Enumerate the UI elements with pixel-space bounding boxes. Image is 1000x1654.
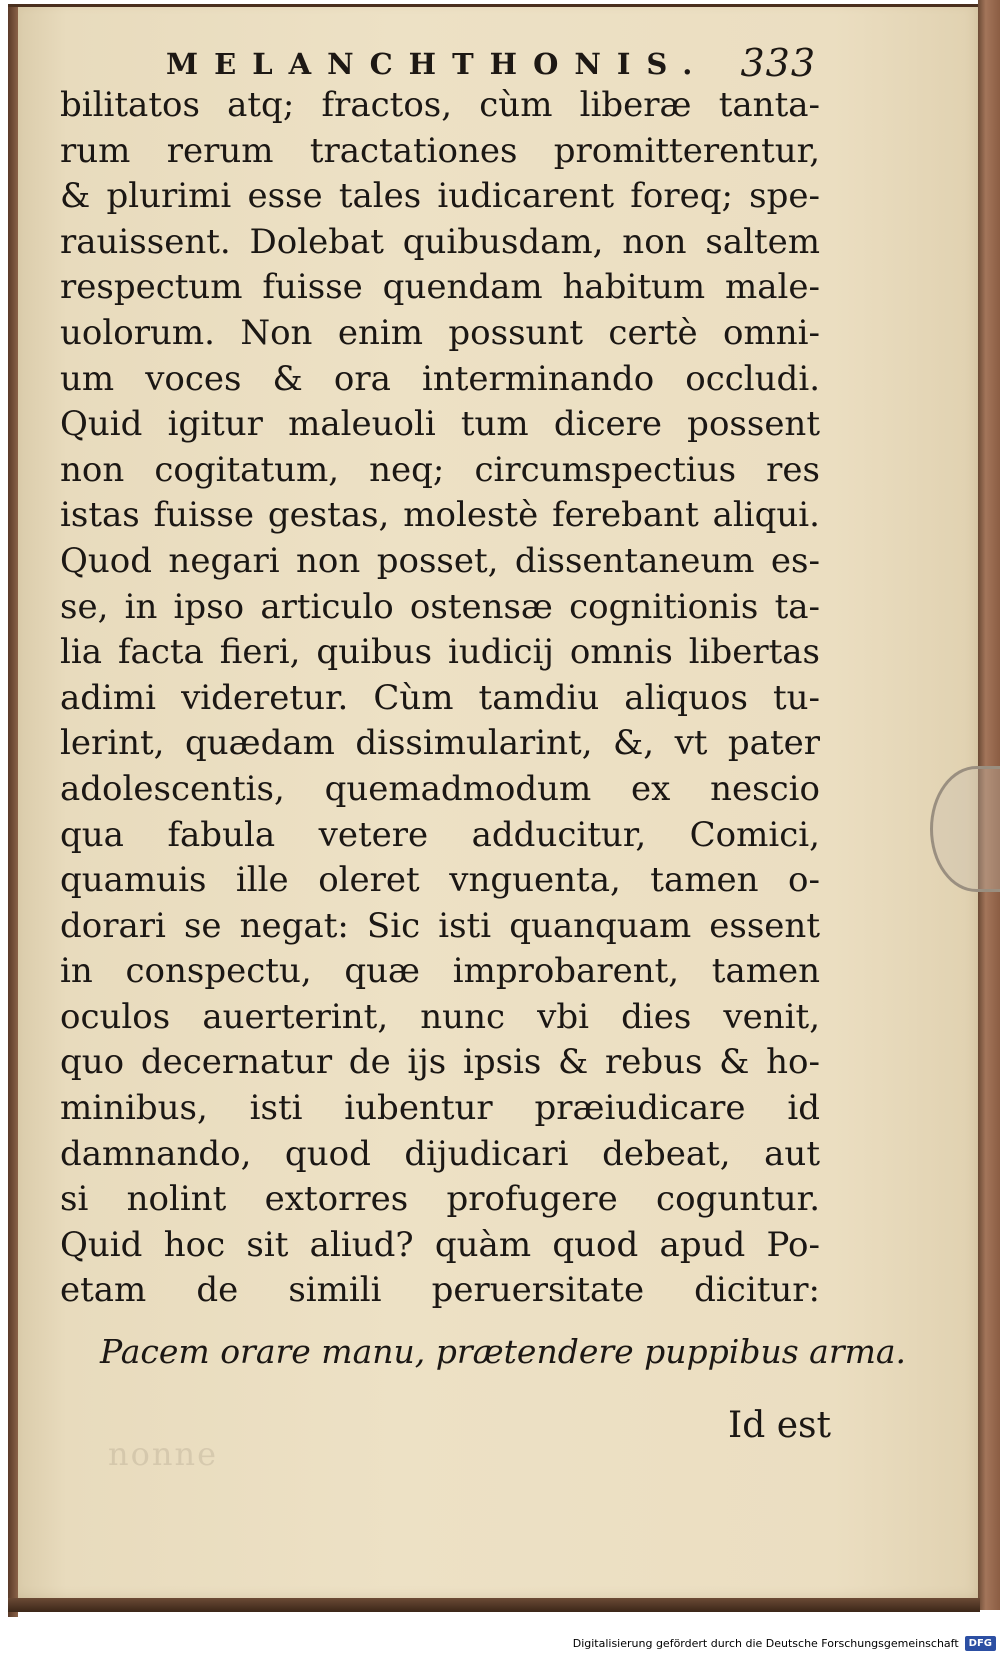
text-line: in conspectu, quæ improbarent, tamen <box>60 951 820 992</box>
text-line: si nolint extorres profugere coguntur. <box>60 1179 820 1220</box>
page-bottom-edge <box>8 1598 980 1612</box>
text-line: non cogitatum, neq; circumspectius res <box>60 449 820 490</box>
spine-edge <box>8 7 18 1617</box>
text-line: uolorum. Non enim possunt certè omni- <box>60 312 820 353</box>
text-line: oculos auerterint, nunc vbi dies venit, <box>60 996 820 1037</box>
text-line: respectum fuisse quendam habitum male- <box>60 267 820 308</box>
text-line: dorari se negat: Sic isti quanquam essent <box>60 905 820 946</box>
dfg-logo: DFG <box>965 1636 996 1651</box>
text-line: bilitatos atq; fractos, cùm liberæ tanta- <box>60 85 820 125</box>
text-line: Quod negari non posset, dissentaneum es- <box>60 540 820 581</box>
digitization-credit <box>573 1632 1000 1654</box>
text-line: adimi videretur. Cùm tamdiu aliquos tu- <box>60 677 820 718</box>
text-line: rauissent. Dolebat quibusdam, non saltem <box>60 221 820 262</box>
text-line: lia facta fieri, quibus iudicij omnis libertas <box>60 632 820 673</box>
running-title: MELANCHTHONIS. <box>166 47 709 81</box>
text-line: minibus, isti iubentur præiudicare id <box>60 1088 820 1129</box>
text-line: rum rerum tractationes promitterentur, <box>60 130 820 171</box>
text-line: damnando, quod dijudicari debeat, aut <box>60 1133 820 1174</box>
book-page <box>8 4 980 1609</box>
text-line: qua fabula vetere adducitur, Comici, <box>60 814 820 855</box>
show-through-ink: nonne <box>108 1435 219 1473</box>
text-line: adolescentis, quemadmodum ex nescio <box>60 768 820 809</box>
credit-text: Digitalisierung gefördert durch die Deutsche Forschungsgemeinschaft <box>572 1636 959 1650</box>
text-line: Quid hoc sit aliud? quàm quod apud Po- <box>60 1224 820 1265</box>
body-text <box>60 83 820 1314</box>
text-line: se, in ipso articulo ostensæ cognitionis ta- <box>60 586 820 627</box>
text-line: quo decernatur de ijs ipsis & rebus & ho- <box>60 1042 820 1083</box>
text-line: um voces & ora interminando occludi. <box>60 358 820 399</box>
catchword: Id est <box>728 1405 831 1446</box>
text-line: lerint, quædam dissimularint, &, vt pater <box>60 723 820 764</box>
verse-quotation: Pacem orare manu, prætendere puppibus arma. <box>100 1332 907 1371</box>
text-line: & plurimi esse tales iudicarent foreq; spe- <box>60 176 820 217</box>
text-line: istas fuisse gestas, molestè ferebant aliqui. <box>60 495 820 536</box>
text-line: etam de simili peruersitate dicitur: <box>60 1270 820 1311</box>
page-number: 333 <box>740 41 816 85</box>
text-line: quamuis ille oleret vnguenta, tamen o- <box>60 860 820 901</box>
text-line: Quid igitur maleuoli tum dicere possent <box>60 404 820 445</box>
